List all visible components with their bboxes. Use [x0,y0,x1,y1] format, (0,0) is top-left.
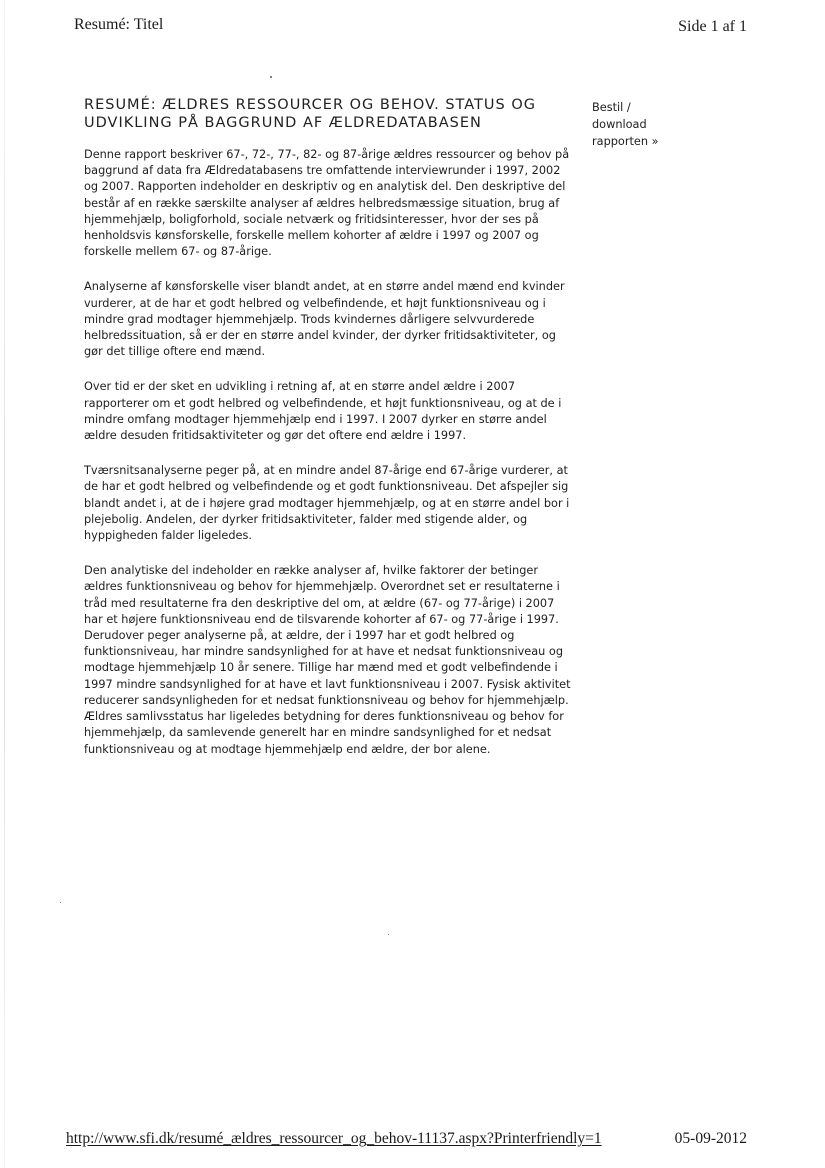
article [84,96,576,777]
scan-page-edge [4,0,5,1168]
article-paragraph: Analyserne af kønsforskelle viser blandt andet, at en større andel mænd end kvinder vurderer, at de har et godt helbred og velbefindende, et højt funktionsniveau og i mindre grad modtager hjemmehjælp. Trods kvindernes dårligere selvvurderede helbredssituation, så er der en større andel kvinder, der dyrker fritidsaktiviteter, og gør det tillige oftere end mænd. [84,280,565,359]
print-footer-url: http://www.sfi.dk/resumé_ældres_ressourcer_og_behov-11137.aspx?Printerfriendly=1 [66,1130,602,1147]
scan-speck [270,76,272,78]
order-link-line-3: rapporten » [592,135,659,148]
article-title: RESUMÉ: ÆLDRES RESSOURCER OG BEHOV. STATUS OG UDVIKLING PÅ BAGGRUND AF ÆLDREDATABASEN [84,97,536,131]
print-header-page-number: Side 1 af 1 [678,18,747,35]
order-download-report-link[interactable] [592,99,682,150]
article-paragraph: Over tid er der sket en udvikling i retning af, at en større andel ældre i 2007 rapporterer om et godt helbred og velbefindende, et højt funktionsniveau, og at de i mindre omfang modtager hjemmehjælp end i 1997. I 2007 dyrker en større andel ældre desuden fritidsaktiviteter og gør det oftere end ældre i 1997. [84,380,562,443]
print-footer-date: 05-09-2012 [674,1130,747,1147]
print-header-title: Resumé: Titel [74,16,164,33]
article-paragraph: Tværsnitsanalyserne peger på, at en mindre andel 87-årige end 67-årige vurderer, at de har et godt helbred og velbefindende og et godt funktionsniveau. Det afspejler sig blandt andet i, at de i højere grad modtager hjemmehjælp, og at en større andel bor i plejebolig. Andelen, der dyrker fritidsaktiviteter, falder med stigende alder, og hyppigheden falder ligeledes. [84,464,570,543]
order-link-line-1: Bestil / [592,101,631,114]
article-paragraph: Denne rapport beskriver 67-, 72-, 77-, 82- og 87-årige ældres ressourcer og behov på baggrund af data fra Ældredatabasens tre omfattende interviewrunder i 1997, 2002 og 2007. Rapporten indeholder en deskriptiv og en analytisk del. Den deskriptive del består af en række særskilte analyser af ældres helbredsmæssige situation, brug af hjemmehjælp, boligforhold, sociale netværk og fritidsinteresser, hvor der ses på henholdsvis kønsforskelle, forskelle mellem kohorter af ældre i 1997 og 2007 og forskelle mellem 67- og 87-årige. [84,148,570,259]
scan-speck [388,934,389,935]
scan-speck [60,902,61,903]
order-link-line-2: download [592,118,647,131]
article-paragraph: Den analytiske del indeholder en række analyser af, hvilke faktorer der betinger ældres funktionsniveau og behov for hjemmehjælp. Overordnet set er resultaterne i tråd med resultaterne fra den deskriptive del om, at ældre (67- og 77-årige) i 2007 har et højere funktionsniveau end de tilsvarende kohorter af 67- og 77-årige i 1997. Derudover peger analyserne på, at ældre, der i 1997 har et godt helbred og funktionsniveau, har mindre sandsynlighed for at have et nedsat funktionsniveau og modtage hjemmehjælp 10 år senere. Tillige har mænd med et godt velbefindende i 1997 mindre sandsynlighed for at have et lavt funktionsniveau i 2007. Fysisk aktivitet reducerer sandsynligheden for et nedsat funktionsniveau og behov for hjemmehjælp. Ældres samlivsstatus har ligeledes betydning for deres funktionsniveau og behov for hjemmehjælp, da samlevende generelt har en mindre sandsynlighed for et nedsat funktionsniveau og at modtage hjemmehjælp end ældre, der bor alene. [84,564,571,756]
